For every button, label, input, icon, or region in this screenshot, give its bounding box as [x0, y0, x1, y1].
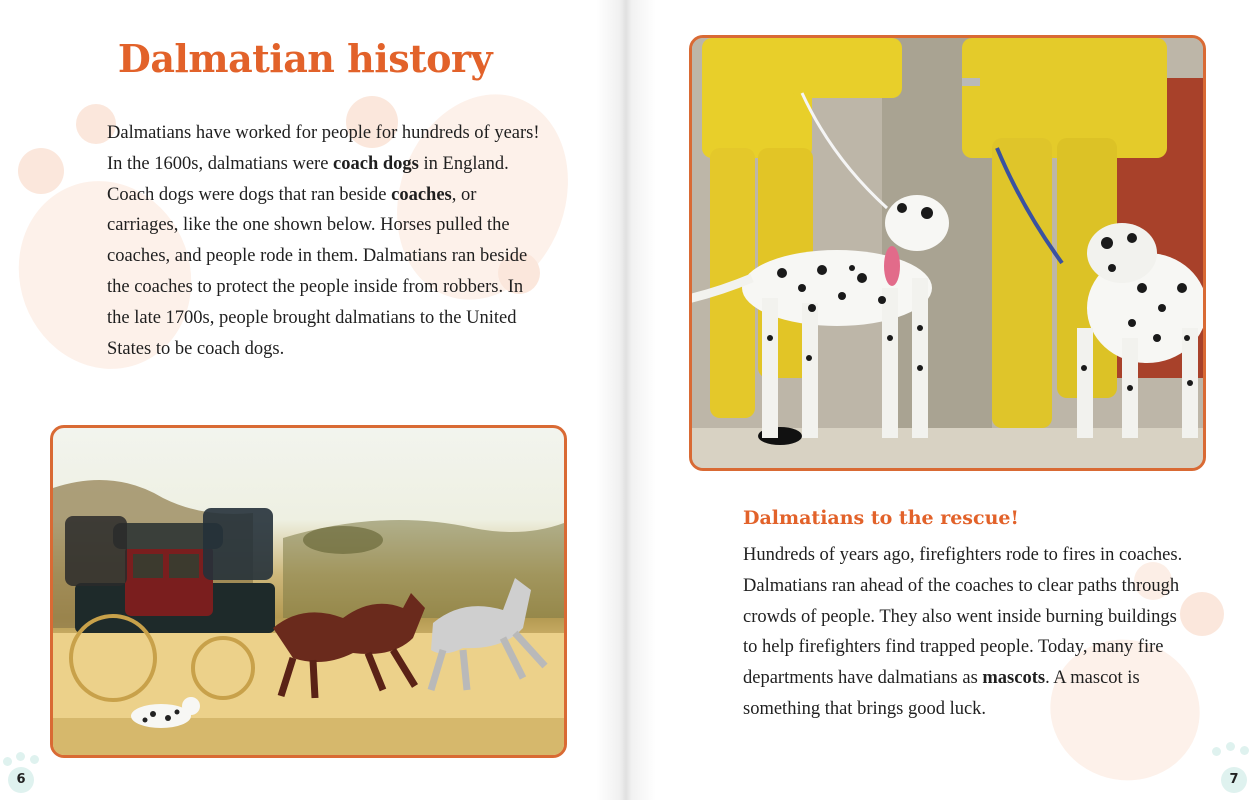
page-number: 6	[8, 767, 34, 793]
glossary-term-coach-dogs: coach dogs	[333, 153, 419, 174]
rescue-paragraph	[743, 540, 1183, 725]
text-run: in England. Coach dogs were dogs that ran beside	[107, 153, 509, 205]
paw-toe-decoration	[3, 757, 12, 766]
firefighters-photo	[689, 35, 1206, 471]
glossary-term-mascots: mascots	[982, 668, 1046, 689]
paw-toe-decoration	[1180, 592, 1224, 636]
firefighters-photo-illustration	[692, 38, 1203, 468]
paw-toe-decoration	[1212, 747, 1221, 756]
text-run: , or carriages, like the one shown below. Horses pulled the coaches, and people rode in them. Dalmatians ran beside the coaches to protect the people inside from robbers. In the late 1700s, people brought dalmatians to the United States to be coach dogs.	[107, 184, 528, 359]
paw-toe-decoration	[1226, 742, 1235, 751]
text-run: . A mascot is something that brings good luck.	[743, 668, 1140, 719]
paw-toe-decoration	[1240, 746, 1249, 755]
section-subheading: Dalmatians to the rescue!	[743, 507, 1019, 529]
page-title: Dalmatian history	[117, 36, 493, 81]
page-number: 7	[1221, 767, 1247, 793]
paw-toe-decoration	[30, 755, 39, 764]
history-paragraph	[107, 118, 547, 364]
coach-painting	[50, 425, 567, 758]
text-run: Dalmatians have worked for people for hundreds of years! In the 1600s, dalmatians were	[107, 123, 540, 174]
text-run: Hundreds of years ago, firefighters rode to fires in coaches. Dalmatians ran ahead of the coaches to clear paths through crowds of people. They also went inside burning buildings to help firefighters find trapped people. Today, many fire departments have dalmatians as	[743, 545, 1183, 689]
coach-painting-illustration	[53, 428, 564, 755]
paw-toe-decoration	[16, 752, 25, 761]
book-spine-shadow	[596, 0, 656, 800]
paw-toe-decoration	[18, 148, 64, 194]
left-page	[0, 0, 622, 800]
glossary-term-coaches: coaches	[391, 184, 452, 205]
